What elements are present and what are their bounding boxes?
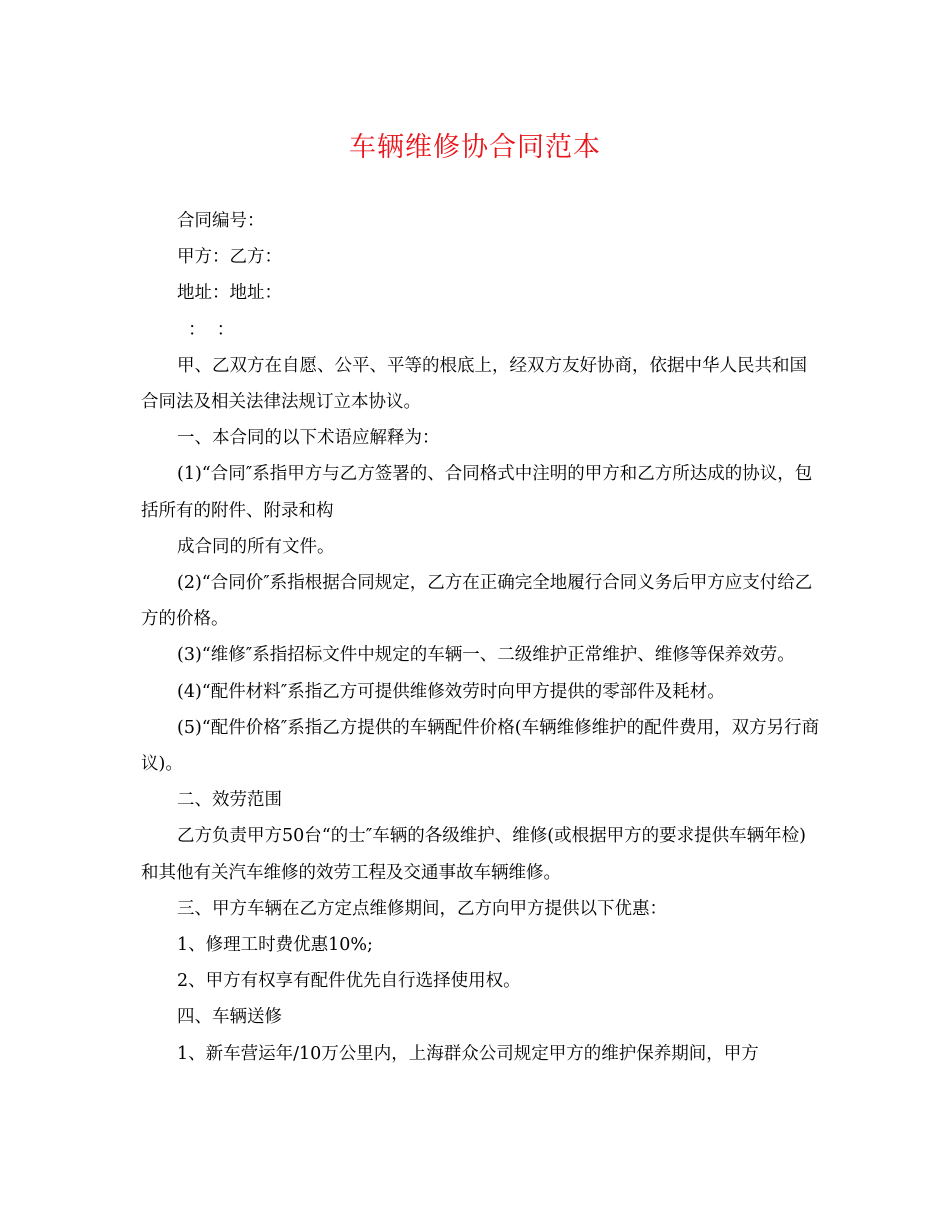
paragraph: 地址：地址：: [177, 283, 282, 304]
paragraph: 成合同的所有文件。: [177, 536, 335, 557]
paragraph: 乙方负责甲方50台“的士″车辆的各级维护、维修(或根据甲方的要求提供车辆年检)和其他有关汽车维修的效劳工程及交通事故车辆维修。: [141, 826, 806, 883]
paragraph: ： ：: [177, 319, 235, 340]
document-body: [141, 203, 821, 1072]
paragraph: (1)“合同″系指甲方与乙方签署的、合同格式中注明的甲方和乙方所达成的协议，包括所有的附件、附录和构: [141, 464, 813, 521]
paragraph: (2)“合同价″系指根据合同规定，乙方在正确完全地履行合同义务后甲方应支付给乙方的价格。: [141, 573, 813, 630]
paragraph: 四、车辆送修: [177, 1007, 282, 1028]
paragraph: 合同编号：: [177, 211, 265, 231]
paragraph: 二、效劳范围: [177, 790, 282, 811]
paragraph: (3)“维修″系指招标文件中规定的车辆一、二级维护正常维护、维修等保养效劳。: [177, 645, 795, 666]
paragraph: 三、甲方车辆在乙方定点维修期间，乙方向甲方提供以下优惠：: [177, 898, 667, 919]
document-title: 车辆维修协合同范本: [349, 132, 601, 163]
paragraph: 2、甲方有权享有配件优先自行选择使用权。: [177, 971, 521, 992]
paragraph: 1、修理工时费优惠10%;: [177, 935, 373, 956]
paragraph: 一、本合同的以下术语应解释为：: [177, 428, 440, 449]
paragraph: 甲方：乙方：: [177, 247, 282, 268]
paragraph: (4)“配件材料″系指乙方可提供维修效劳时向甲方提供的零部件及耗材。: [177, 681, 725, 702]
paragraph: (5)“配件价格″系指乙方提供的车辆配件价格(车辆维修维护的配件费用，双方另行商议)。: [141, 717, 820, 775]
paragraph: 甲、乙双方在自愿、公平、平等的根底上，经双方友好协商，依据中华人民共和国合同法及相关法律法规订立本协议。: [141, 355, 807, 413]
paragraph: 1、新车营运年/10万公里内，上海群众公司规定甲方的维护保养期间，甲方: [177, 1043, 759, 1064]
